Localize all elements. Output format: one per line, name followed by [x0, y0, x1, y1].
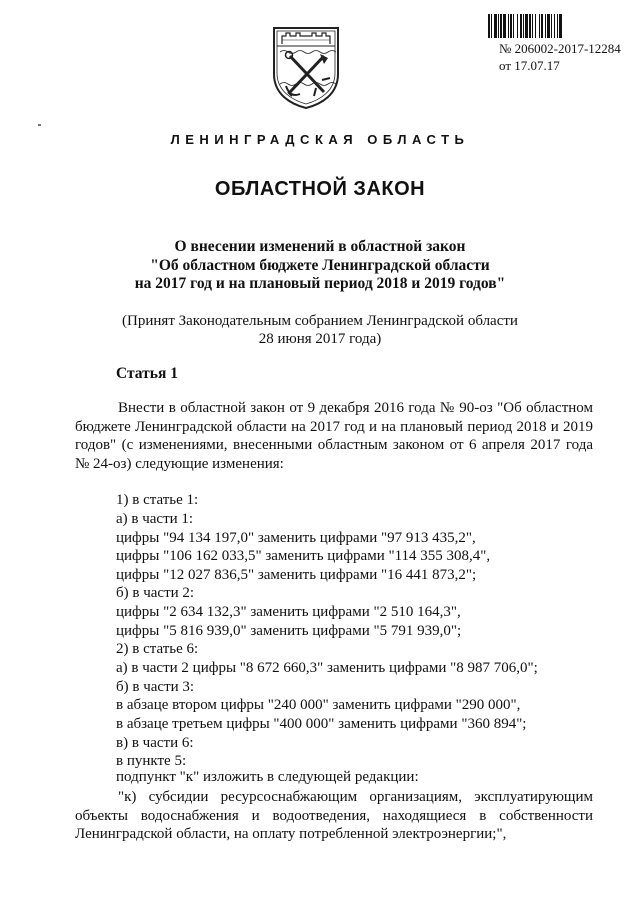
barcode-bar	[500, 14, 502, 38]
barcode-bar	[557, 14, 558, 38]
registration-date: от 17.07.17	[499, 58, 560, 73]
barcode-bar	[503, 14, 506, 38]
adoption-note-line: (Принят Законодательным собранием Ленинградской области	[122, 313, 518, 329]
amendment-line: б) в части 2:	[116, 585, 195, 601]
barcode-bar	[498, 14, 499, 38]
amendment-line: цифры "94 134 197,0" заменить цифрами "97 913 435,2",	[116, 530, 476, 546]
amendment-line: 2) в статье 6:	[116, 641, 199, 657]
amendment-line: а) в части 1:	[116, 511, 194, 527]
amendment-line: цифры "5 816 939,0" заменить цифрами "5 791 939,0";	[116, 623, 462, 639]
amendment-line: в абзаце третьем цифры "400 000" заменить цифрами "360 894";	[116, 716, 527, 732]
article-heading: Статья 1	[116, 365, 178, 382]
amendment-line: подпункт "к" изложить в следующей редакции:	[116, 769, 419, 785]
adoption-note-line: 28 июня 2017 года)	[258, 331, 382, 347]
amendment-line: в абзаце втором цифры "240 000" заменить цифрами "290 000",	[116, 697, 521, 713]
barcode-bar	[535, 14, 536, 38]
amendment-line: в пункте 5:	[116, 753, 187, 769]
region-heading: ЛЕНИНГРАДСКАЯ ОБЛАСТЬ	[170, 132, 470, 147]
amendment-line: 1) в статье 1:	[116, 492, 199, 508]
law-title-line: "Об областном бюджете Ленинградской области	[150, 256, 490, 274]
amendment-line: в) в части 6:	[116, 735, 194, 751]
barcode-bar	[554, 14, 555, 38]
barcode-bar	[545, 14, 546, 38]
adoption-note	[0, 312, 640, 348]
law-title	[0, 238, 640, 294]
barcode-bar	[551, 14, 552, 38]
barcode-bar	[539, 14, 540, 38]
barcode-bar	[547, 14, 550, 38]
barcode-bar	[523, 14, 524, 38]
law-type-heading: ОБЛАСТНОЙ ЗАКОН	[214, 178, 426, 200]
coat-of-arms-emblem	[270, 22, 342, 110]
amendment-line: цифры "2 634 132,3" заменить цифрами "2 510 164,3",	[116, 604, 461, 620]
barcode-bar	[529, 14, 531, 38]
amendment-line: цифры "12 027 836,5" заменить цифрами "16 441 873,2";	[116, 567, 477, 583]
law-title-line: на 2017 год и на плановый период 2018 и 2019 годов"	[134, 275, 506, 292]
barcode-bar	[494, 14, 497, 38]
intro-paragraph: Внести в областной закон от 9 декабря 2016 года № 90-оз "Об областном бюджете Ленинградской области на 2017 год и на плановый период 2018 и 2019 годов" (с изменениями, внесенными областным законом от 6 апреля 2017 года № 24-оз) следующие изменения:	[75, 400, 593, 472]
barcode-bar	[491, 14, 492, 38]
subparagraph-k-text: "к) субсидии ресурсоснабжающим организациям, эксплуатирующим объекты водоснабжения и водоотведения, находящиеся в собственности Ленинградской области, на оплату потребленной электроэнергии;",	[75, 789, 593, 843]
registration-stamp	[499, 40, 621, 74]
barcode-bar	[525, 14, 528, 38]
registration-number: № 206002-2017-12284	[499, 41, 621, 56]
barcode-image	[488, 14, 616, 38]
scan-speck	[38, 124, 41, 126]
barcode-bar	[513, 14, 514, 38]
barcode-bar	[541, 14, 543, 38]
amendment-line: б) в части 3:	[116, 679, 195, 695]
law-title-line: О внесении изменений в областной закон	[174, 238, 466, 255]
barcode-bar	[517, 14, 518, 38]
barcode-bar	[520, 14, 522, 38]
barcode-bar	[488, 14, 490, 38]
amendment-line: цифры "106 162 033,5" заменить цифрами "114 355 308,4",	[116, 548, 491, 564]
amendment-line: а) в части 2 цифры "8 672 660,3" заменить цифрами "8 987 706,0";	[116, 660, 538, 676]
barcode-bar	[559, 14, 562, 38]
barcode-bar	[510, 14, 512, 38]
barcode-bar	[532, 14, 533, 38]
barcode-bar	[508, 14, 509, 38]
